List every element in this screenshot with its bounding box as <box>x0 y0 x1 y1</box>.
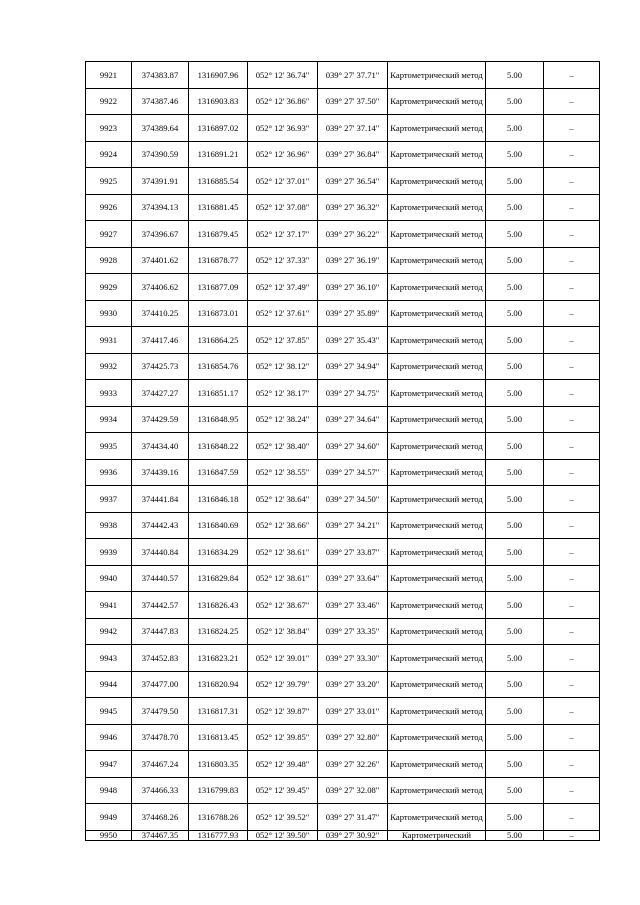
x-coordinate-cell: 374434.40 <box>132 433 189 460</box>
accuracy-cell: 5.00 <box>486 115 544 142</box>
x-coordinate-cell: 374468.26 <box>132 804 189 831</box>
longitude-cell: 039° 27' 31.47" <box>318 804 388 831</box>
longitude-cell: 039° 27' 34.94" <box>318 353 388 380</box>
latitude-cell: 052° 12' 37.85" <box>248 327 318 354</box>
x-coordinate-cell: 374396.67 <box>132 221 189 248</box>
point-number-cell: 9931 <box>86 327 132 354</box>
note-cell: – <box>544 115 600 142</box>
note-cell: – <box>544 433 600 460</box>
point-number-cell: 9929 <box>86 274 132 301</box>
point-number-cell: 9926 <box>86 194 132 221</box>
x-coordinate-cell: 374391.91 <box>132 168 189 195</box>
accuracy-cell: 5.00 <box>486 777 544 804</box>
point-number-cell: 9941 <box>86 592 132 619</box>
latitude-cell: 052° 12' 38.84" <box>248 618 318 645</box>
note-cell: – <box>544 804 600 831</box>
table-row <box>86 141 600 168</box>
x-coordinate-cell: 374427.27 <box>132 380 189 407</box>
table-row <box>86 618 600 645</box>
accuracy-cell: 5.00 <box>486 671 544 698</box>
method-cell: Картометрический метод <box>388 406 486 433</box>
point-number-cell: 9934 <box>86 406 132 433</box>
accuracy-cell: 5.00 <box>486 327 544 354</box>
latitude-cell: 052° 12' 38.64" <box>248 486 318 513</box>
method-cell: Картометрический метод <box>388 327 486 354</box>
point-number-cell: 9938 <box>86 512 132 539</box>
method-cell: Картометрический метод <box>388 592 486 619</box>
table-row <box>86 698 600 725</box>
accuracy-cell: 5.00 <box>486 221 544 248</box>
y-coordinate-cell: 1316907.96 <box>189 62 248 89</box>
longitude-cell: 039° 27' 36.19" <box>318 247 388 274</box>
accuracy-cell: 5.00 <box>486 274 544 301</box>
y-coordinate-cell: 1316881.45 <box>189 194 248 221</box>
y-coordinate-cell: 1316777.93 <box>189 830 248 840</box>
x-coordinate-cell: 374442.43 <box>132 512 189 539</box>
longitude-cell: 039° 27' 34.50" <box>318 486 388 513</box>
x-coordinate-cell: 374466.33 <box>132 777 189 804</box>
x-coordinate-cell: 374467.24 <box>132 751 189 778</box>
x-coordinate-cell: 374425.73 <box>132 353 189 380</box>
latitude-cell: 052° 12' 39.79" <box>248 671 318 698</box>
x-coordinate-cell: 374442.57 <box>132 592 189 619</box>
method-cell: Картометрический метод <box>388 698 486 725</box>
accuracy-cell: 5.00 <box>486 353 544 380</box>
note-cell: – <box>544 751 600 778</box>
note-cell: – <box>544 486 600 513</box>
point-number-cell: 9936 <box>86 459 132 486</box>
y-coordinate-cell: 1316826.43 <box>189 592 248 619</box>
x-coordinate-cell: 374387.46 <box>132 88 189 115</box>
note-cell: – <box>544 221 600 248</box>
x-coordinate-cell: 374410.25 <box>132 300 189 327</box>
latitude-cell: 052° 12' 36.74" <box>248 62 318 89</box>
note-cell: – <box>544 698 600 725</box>
method-cell: Картометрический метод <box>388 221 486 248</box>
note-cell: – <box>544 168 600 195</box>
y-coordinate-cell: 1316788.26 <box>189 804 248 831</box>
table-row <box>86 830 600 840</box>
point-number-cell: 9950 <box>86 830 132 840</box>
note-cell: – <box>544 62 600 89</box>
latitude-cell: 052° 12' 37.33" <box>248 247 318 274</box>
coordinates-table-page <box>85 61 599 841</box>
latitude-cell: 052° 12' 39.45" <box>248 777 318 804</box>
note-cell: – <box>544 406 600 433</box>
latitude-cell: 052° 12' 36.93" <box>248 115 318 142</box>
latitude-cell: 052° 12' 38.61" <box>248 539 318 566</box>
x-coordinate-cell: 374389.64 <box>132 115 189 142</box>
latitude-cell: 052° 12' 38.12" <box>248 353 318 380</box>
point-number-cell: 9940 <box>86 565 132 592</box>
latitude-cell: 052° 12' 37.08" <box>248 194 318 221</box>
accuracy-cell: 5.00 <box>486 724 544 751</box>
latitude-cell: 052° 12' 38.24" <box>248 406 318 433</box>
longitude-cell: 039° 27' 30.92" <box>318 830 388 840</box>
x-coordinate-cell: 374478.70 <box>132 724 189 751</box>
point-number-cell: 9947 <box>86 751 132 778</box>
longitude-cell: 039° 27' 32.80" <box>318 724 388 751</box>
note-cell: – <box>544 459 600 486</box>
y-coordinate-cell: 1316820.94 <box>189 671 248 698</box>
x-coordinate-cell: 374479.50 <box>132 698 189 725</box>
accuracy-cell: 5.00 <box>486 194 544 221</box>
latitude-cell: 052° 12' 38.67" <box>248 592 318 619</box>
y-coordinate-cell: 1316834.29 <box>189 539 248 566</box>
method-cell: Картометрический метод <box>388 751 486 778</box>
table-row <box>86 406 600 433</box>
note-cell: – <box>544 671 600 698</box>
accuracy-cell: 5.00 <box>486 459 544 486</box>
x-coordinate-cell: 374394.13 <box>132 194 189 221</box>
y-coordinate-cell: 1316840.69 <box>189 512 248 539</box>
y-coordinate-cell: 1316847.59 <box>189 459 248 486</box>
accuracy-cell: 5.00 <box>486 645 544 672</box>
x-coordinate-cell: 374440.84 <box>132 539 189 566</box>
y-coordinate-cell: 1316885.54 <box>189 168 248 195</box>
point-number-cell: 9946 <box>86 724 132 751</box>
table-row <box>86 353 600 380</box>
method-cell: Картометрический метод <box>388 645 486 672</box>
note-cell: – <box>544 592 600 619</box>
accuracy-cell: 5.00 <box>486 380 544 407</box>
x-coordinate-cell: 374440.57 <box>132 565 189 592</box>
x-coordinate-cell: 374452.83 <box>132 645 189 672</box>
note-cell: – <box>544 539 600 566</box>
longitude-cell: 039° 27' 32.08" <box>318 777 388 804</box>
table-row <box>86 62 600 89</box>
note-cell: – <box>544 724 600 751</box>
accuracy-cell: 5.00 <box>486 141 544 168</box>
method-cell: Картометрический метод <box>388 168 486 195</box>
y-coordinate-cell: 1316823.21 <box>189 645 248 672</box>
table-row <box>86 274 600 301</box>
method-cell: Картометрический метод <box>388 115 486 142</box>
accuracy-cell: 5.00 <box>486 618 544 645</box>
latitude-cell: 052° 12' 38.40" <box>248 433 318 460</box>
longitude-cell: 039° 27' 36.54" <box>318 168 388 195</box>
note-cell: – <box>544 618 600 645</box>
method-cell: Картометрический метод <box>388 380 486 407</box>
y-coordinate-cell: 1316813.45 <box>189 724 248 751</box>
accuracy-cell: 5.00 <box>486 486 544 513</box>
table-row <box>86 459 600 486</box>
latitude-cell: 052° 12' 39.85" <box>248 724 318 751</box>
x-coordinate-cell: 374447.83 <box>132 618 189 645</box>
note-cell: – <box>544 565 600 592</box>
accuracy-cell: 5.00 <box>486 300 544 327</box>
note-cell: – <box>544 380 600 407</box>
longitude-cell: 039° 27' 33.64" <box>318 565 388 592</box>
y-coordinate-cell: 1316824.25 <box>189 618 248 645</box>
y-coordinate-cell: 1316854.76 <box>189 353 248 380</box>
method-cell: Картометрический метод <box>388 671 486 698</box>
point-number-cell: 9922 <box>86 88 132 115</box>
method-cell: Картометрический метод <box>388 512 486 539</box>
longitude-cell: 039° 27' 35.89" <box>318 300 388 327</box>
point-number-cell: 9923 <box>86 115 132 142</box>
point-number-cell: 9937 <box>86 486 132 513</box>
latitude-cell: 052° 12' 36.86" <box>248 88 318 115</box>
y-coordinate-cell: 1316877.09 <box>189 274 248 301</box>
accuracy-cell: 5.00 <box>486 592 544 619</box>
note-cell: – <box>544 300 600 327</box>
method-cell: Картометрический метод <box>388 194 486 221</box>
latitude-cell: 052° 12' 39.48" <box>248 751 318 778</box>
point-number-cell: 9921 <box>86 62 132 89</box>
method-cell: Картометрический метод <box>388 618 486 645</box>
method-cell: Картометрический метод <box>388 433 486 460</box>
latitude-cell: 052° 12' 38.17" <box>248 380 318 407</box>
y-coordinate-cell: 1316864.25 <box>189 327 248 354</box>
y-coordinate-cell: 1316848.95 <box>189 406 248 433</box>
table-row <box>86 751 600 778</box>
y-coordinate-cell: 1316878.77 <box>189 247 248 274</box>
latitude-cell: 052° 12' 38.55" <box>248 459 318 486</box>
table-row <box>86 221 600 248</box>
latitude-cell: 052° 12' 39.52" <box>248 804 318 831</box>
table-row <box>86 486 600 513</box>
table-row <box>86 565 600 592</box>
method-cell: Картометрический метод <box>388 459 486 486</box>
longitude-cell: 039° 27' 34.64" <box>318 406 388 433</box>
latitude-cell: 052° 12' 36.96" <box>248 141 318 168</box>
note-cell: – <box>544 194 600 221</box>
accuracy-cell: 5.00 <box>486 406 544 433</box>
longitude-cell: 039° 27' 34.75" <box>318 380 388 407</box>
method-cell: Картометрический метод <box>388 300 486 327</box>
longitude-cell: 039° 27' 34.57" <box>318 459 388 486</box>
y-coordinate-cell: 1316879.45 <box>189 221 248 248</box>
longitude-cell: 039° 27' 37.50" <box>318 88 388 115</box>
x-coordinate-cell: 374417.46 <box>132 327 189 354</box>
x-coordinate-cell: 374383.87 <box>132 62 189 89</box>
point-number-cell: 9943 <box>86 645 132 672</box>
longitude-cell: 039° 27' 33.30" <box>318 645 388 672</box>
point-number-cell: 9944 <box>86 671 132 698</box>
longitude-cell: 039° 27' 36.84" <box>318 141 388 168</box>
method-cell: Картометрический метод <box>388 804 486 831</box>
longitude-cell: 039° 27' 37.14" <box>318 115 388 142</box>
table-row <box>86 592 600 619</box>
longitude-cell: 039° 27' 36.10" <box>318 274 388 301</box>
longitude-cell: 039° 27' 32.26" <box>318 751 388 778</box>
method-cell: Картометрический метод <box>388 724 486 751</box>
note-cell: – <box>544 777 600 804</box>
method-cell: Картометрический метод <box>388 486 486 513</box>
point-number-cell: 9930 <box>86 300 132 327</box>
note-cell: – <box>544 88 600 115</box>
note-cell: – <box>544 512 600 539</box>
y-coordinate-cell: 1316829.84 <box>189 565 248 592</box>
table-row <box>86 380 600 407</box>
point-number-cell: 9933 <box>86 380 132 407</box>
longitude-cell: 039° 27' 33.35" <box>318 618 388 645</box>
accuracy-cell: 5.00 <box>486 698 544 725</box>
accuracy-cell: 5.00 <box>486 168 544 195</box>
y-coordinate-cell: 1316897.02 <box>189 115 248 142</box>
x-coordinate-cell: 374439.16 <box>132 459 189 486</box>
accuracy-cell: 5.00 <box>486 830 544 840</box>
y-coordinate-cell: 1316851.17 <box>189 380 248 407</box>
note-cell: – <box>544 141 600 168</box>
point-number-cell: 9945 <box>86 698 132 725</box>
accuracy-cell: 5.00 <box>486 88 544 115</box>
longitude-cell: 039° 27' 36.32" <box>318 194 388 221</box>
x-coordinate-cell: 374441.84 <box>132 486 189 513</box>
longitude-cell: 039° 27' 34.60" <box>318 433 388 460</box>
table-row <box>86 168 600 195</box>
table-row <box>86 804 600 831</box>
accuracy-cell: 5.00 <box>486 539 544 566</box>
longitude-cell: 039° 27' 33.87" <box>318 539 388 566</box>
y-coordinate-cell: 1316848.22 <box>189 433 248 460</box>
latitude-cell: 052° 12' 39.01" <box>248 645 318 672</box>
x-coordinate-cell: 374390.59 <box>132 141 189 168</box>
y-coordinate-cell: 1316903.83 <box>189 88 248 115</box>
point-number-cell: 9949 <box>86 804 132 831</box>
note-cell: – <box>544 830 600 840</box>
method-cell: Картометрический метод <box>388 88 486 115</box>
method-cell: Картометрический метод <box>388 62 486 89</box>
method-cell: Картометрический <box>388 830 486 840</box>
longitude-cell: 039° 27' 34.21" <box>318 512 388 539</box>
y-coordinate-cell: 1316873.01 <box>189 300 248 327</box>
accuracy-cell: 5.00 <box>486 512 544 539</box>
method-cell: Картометрический метод <box>388 565 486 592</box>
x-coordinate-cell: 374477.00 <box>132 671 189 698</box>
point-number-cell: 9924 <box>86 141 132 168</box>
y-coordinate-cell: 1316891.21 <box>189 141 248 168</box>
point-number-cell: 9948 <box>86 777 132 804</box>
accuracy-cell: 5.00 <box>486 804 544 831</box>
y-coordinate-cell: 1316846.18 <box>189 486 248 513</box>
note-cell: – <box>544 247 600 274</box>
point-number-cell: 9932 <box>86 353 132 380</box>
point-number-cell: 9939 <box>86 539 132 566</box>
longitude-cell: 039° 27' 33.20" <box>318 671 388 698</box>
table-row <box>86 433 600 460</box>
table-row <box>86 300 600 327</box>
accuracy-cell: 5.00 <box>486 433 544 460</box>
table-row <box>86 247 600 274</box>
accuracy-cell: 5.00 <box>486 751 544 778</box>
method-cell: Картометрический метод <box>388 539 486 566</box>
accuracy-cell: 5.00 <box>486 565 544 592</box>
table-row <box>86 115 600 142</box>
latitude-cell: 052° 12' 39.87" <box>248 698 318 725</box>
latitude-cell: 052° 12' 38.61" <box>248 565 318 592</box>
accuracy-cell: 5.00 <box>486 247 544 274</box>
point-number-cell: 9925 <box>86 168 132 195</box>
y-coordinate-cell: 1316817.31 <box>189 698 248 725</box>
method-cell: Картометрический метод <box>388 274 486 301</box>
table-row <box>86 88 600 115</box>
coordinates-table <box>85 61 600 841</box>
x-coordinate-cell: 374467.35 <box>132 830 189 840</box>
accuracy-cell: 5.00 <box>486 62 544 89</box>
longitude-cell: 039° 27' 33.46" <box>318 592 388 619</box>
note-cell: – <box>544 353 600 380</box>
note-cell: – <box>544 327 600 354</box>
note-cell: – <box>544 274 600 301</box>
longitude-cell: 039° 27' 33.01" <box>318 698 388 725</box>
method-cell: Картометрический метод <box>388 777 486 804</box>
method-cell: Картометрический метод <box>388 141 486 168</box>
y-coordinate-cell: 1316803.35 <box>189 751 248 778</box>
note-cell: – <box>544 645 600 672</box>
table-row <box>86 194 600 221</box>
x-coordinate-cell: 374401.62 <box>132 247 189 274</box>
latitude-cell: 052° 12' 37.61" <box>248 300 318 327</box>
table-row <box>86 645 600 672</box>
table-row <box>86 512 600 539</box>
method-cell: Картометрический метод <box>388 247 486 274</box>
point-number-cell: 9928 <box>86 247 132 274</box>
longitude-cell: 039° 27' 35.43" <box>318 327 388 354</box>
point-number-cell: 9927 <box>86 221 132 248</box>
latitude-cell: 052° 12' 38.66" <box>248 512 318 539</box>
table-row <box>86 671 600 698</box>
method-cell: Картометрический метод <box>388 353 486 380</box>
longitude-cell: 039° 27' 37.71" <box>318 62 388 89</box>
x-coordinate-cell: 374429.59 <box>132 406 189 433</box>
latitude-cell: 052° 12' 37.49" <box>248 274 318 301</box>
longitude-cell: 039° 27' 36.22" <box>318 221 388 248</box>
table-row <box>86 777 600 804</box>
latitude-cell: 052° 12' 37.01" <box>248 168 318 195</box>
table-row <box>86 724 600 751</box>
point-number-cell: 9942 <box>86 618 132 645</box>
point-number-cell: 9935 <box>86 433 132 460</box>
table-row <box>86 327 600 354</box>
latitude-cell: 052° 12' 37.17" <box>248 221 318 248</box>
latitude-cell: 052° 12' 39.50" <box>248 830 318 840</box>
table-row <box>86 539 600 566</box>
x-coordinate-cell: 374406.62 <box>132 274 189 301</box>
y-coordinate-cell: 1316799.83 <box>189 777 248 804</box>
